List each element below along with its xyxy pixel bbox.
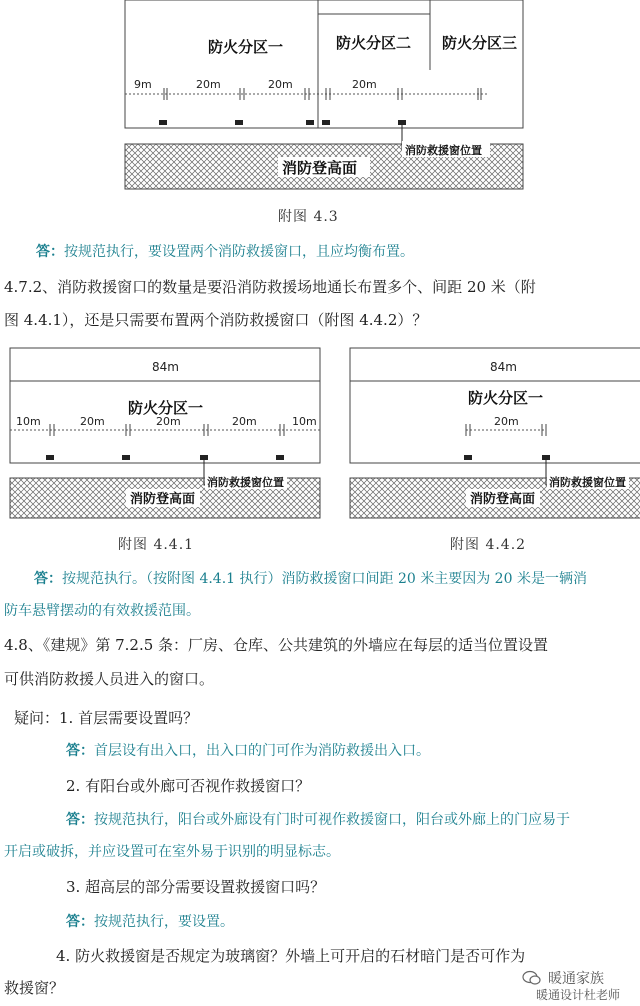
ground-label: 消防登高面 [470, 492, 536, 507]
figure-caption: 附图 4.3 [278, 209, 339, 225]
answer-q1: 答：首层设有出入口，出入口的门可作为消防救援出入口。 [66, 743, 430, 759]
window-position-label: 消防救援窗位置 [549, 476, 626, 489]
zone-label: 防火分区一 [468, 389, 544, 407]
total-length-label: 84m [490, 360, 517, 374]
window-markers [464, 455, 550, 460]
doubt-label: 疑问： [14, 709, 60, 727]
dimension-label: 20m [80, 415, 105, 428]
answer-label: 答： [34, 571, 62, 587]
building-outline [125, 0, 523, 128]
figure-caption: 附图 4.4.1 [118, 537, 195, 553]
zone-label: 防火分区二 [336, 34, 412, 52]
answer-label: 答： [66, 812, 94, 828]
dimension-label: 20m [494, 415, 519, 428]
dimension-label: 20m [156, 415, 181, 428]
answer-2-line2: 防车悬臂摆动的有效救援范围。 [4, 603, 200, 619]
figure-4-4-2 [340, 345, 640, 523]
question-4-7-2-line2: 图 4.4.1），还是只需要布置两个消防救援窗口（附图 4.4.2）？ [4, 311, 428, 329]
dimension-label: 10m [16, 415, 41, 428]
window-markers [159, 120, 406, 125]
watermark [520, 968, 636, 1004]
question-4-7-2-line1: 4.7.2、消防救援窗口的数量是要沿消防救援场地通长布置多个、间距 20 米（附 [4, 278, 536, 296]
dimension-label: 10m [292, 415, 317, 428]
wechat-icon [522, 970, 542, 986]
dimension-label: 20m [232, 415, 257, 428]
doubt-q1: 疑问：1. 首层需要设置吗？ [14, 709, 199, 727]
watermark-name: 暖通家族 [548, 971, 604, 987]
figure-caption: 附图 4.4.2 [450, 537, 527, 553]
answer-q2-line2: 开启或破拆，并应设置可在室外易于识别的明显标志。 [4, 844, 340, 860]
dimension-label: 9m [134, 78, 152, 91]
window-position-label: 消防救援窗位置 [405, 144, 482, 157]
question-4-line1: 4. 防火救援窗是否规定为玻璃窗？外墙上可开启的石材暗门是否可作为 [56, 947, 526, 965]
total-length-label: 84m [152, 360, 179, 374]
answer-q3: 答：按规范执行，要设置。 [66, 914, 234, 930]
ground-label: 消防登高面 [130, 492, 196, 507]
dimension-label: 20m [268, 78, 293, 91]
zone-label: 防火分区三 [442, 34, 518, 52]
answer-label: 答： [36, 244, 64, 260]
window-position-label: 消防救援窗位置 [207, 476, 284, 489]
question-2: 2. 有阳台或外廊可否视作救援窗口？ [66, 777, 311, 795]
window-markers [46, 455, 284, 460]
zone-label: 防火分区一 [128, 399, 204, 417]
ground-label: 消防登高面 [282, 159, 358, 177]
dimension-label: 20m [196, 78, 221, 91]
answer-label: 答： [66, 914, 94, 930]
clause-4-8-line1: 4.8、《建规》第 7.2.5 条：厂房、仓库、公共建筑的外墙应在每层的适当位置设置 [4, 636, 549, 654]
zone-label: 防火分区一 [208, 38, 284, 56]
figure-4-4-1 [0, 345, 330, 523]
answer-label: 答： [66, 743, 94, 759]
dimension-label: 20m [352, 78, 377, 91]
answer-2-line1: 答：按规范执行。（按附图 4.4.1 执行）消防救援窗口间距 20 米主要因为 20 米是一辆消 [34, 571, 587, 587]
figure-4-3 [0, 0, 640, 200]
watermark-author: 暖通设计杜老师 [536, 988, 621, 1002]
answer-q2-line1: 答：按规范执行，阳台或外廊设有门时可视作救援窗口，阳台或外廊上的门应易于 [66, 812, 570, 828]
question-3: 3. 超高层的部分需要设置救援窗口吗？ [66, 878, 326, 896]
clause-4-8-line2: 可供消防救援人员进入的窗口。 [4, 670, 215, 688]
answer-1: 答：按规范执行，要设置两个消防救援窗口，且应均衡布置。 [36, 244, 414, 260]
question-4-line2: 救援窗？ [4, 979, 65, 997]
